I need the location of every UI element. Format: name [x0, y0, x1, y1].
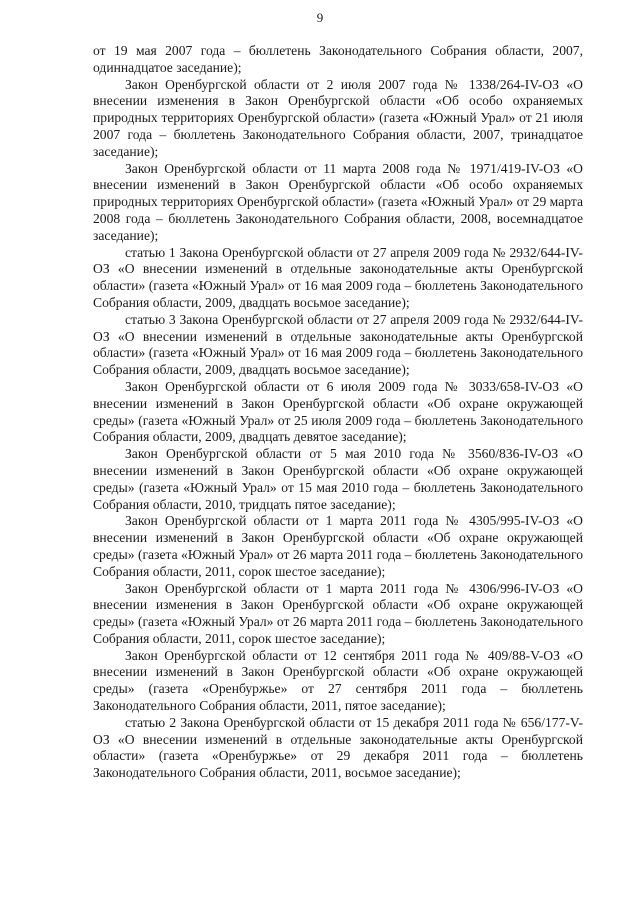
paragraph: статью 1 Закона Оренбургской области от 27 апреля 2009 года № 2932/644-IV-ОЗ «О внесении изменений в отдельные законодательные акты Оренбургской области» (газета «Южный Урал» от 16 мая 2009 года – бюллетень Законодательного Собрания области, 2009, двадцать восьмое заседание); [93, 244, 583, 310]
paragraph: Закон Оренбургской области от 12 сентября 2011 года № 409/88-V-ОЗ «О внесении изменений в Закон Оренбургской области «Об охране окружающей среды» (газета «Оренбуржье» от 27 сентября 2011 года – бюллетень Законодательного Собрания области, 2011, пятое заседание); [93, 647, 583, 714]
paragraph: Закон Оренбургской области от 11 марта 2008 года № 1971/419-IV-ОЗ «О внесении изменений в Закон Оренбургской области «Об особо охраняемых природных территориях Оренбургской области» (газета «Южный Урал» от 29 марта 2008 года – бюллетень Законодательного Собрания области, 2008, восемнадцатое заседание); [93, 160, 583, 243]
page-number: 9 [316, 10, 324, 25]
paragraph: статью 3 Закона Оренбургской области от 27 апреля 2009 года № 2932/644-IV-ОЗ «О внесении изменений в отдельные законодательные акты Оренбургской области» (газета «Южный Урал» от 16 мая 2009 года – бюллетень Законодательного Собрания области, 2009, двадцать восьмое заседание); [93, 311, 583, 378]
paragraph: Закон Оренбургской области от 1 марта 2011 года № 4305/995-IV-ОЗ «О внесении изменений в Закон Оренбургской области «Об охране окружающей среды» (газета «Южный Урал» от 26 марта 2011 года – бюллетень Законодательного Собрания области, 2011, сорок шестое заседание); [93, 513, 583, 579]
paragraph: Закон Оренбургской области от 5 мая 2010 года № 3560/836-IV-ОЗ «О внесении изменений в Закон Оренбургской области «Об охране окружающей среды» (газета «Южный Урал» от 15 мая 2010 года – бюллетень Законодательного Собрания области, 2010, тридцать пятое заседание); [93, 446, 583, 512]
paragraph: от 19 мая 2007 года – бюллетень Законодательного Собрания области, 2007, одиннадцатое заседание); [93, 43, 583, 75]
paragraph: статью 2 Закона Оренбургской области от 15 декабря 2011 года № 656/177-V-ОЗ «О внесении изменений в отдельные законодательные акты Оренбургской области» (газета «Оренбуржье» от 29 декабря 2011 года – бюллетень Законодательного Собрания области, 2011, восьмое заседание); [93, 714, 583, 781]
paragraph: Закон Оренбургской области от 2 июля 2007 года № 1338/264-IV-ОЗ «О внесении изменения в Закон Оренбургской области «Об особо охраняемых природных территориях Оренбургской области» (газета «Южный Урал» от 21 июля 2007 года – бюллетень Законодательного Собрания области, 2007, тринадцатое заседание); [93, 76, 583, 159]
paragraph: Закон Оренбургской области от 6 июля 2009 года № 3033/658-IV-ОЗ «О внесении изменений в Закон Оренбургской области «Об охране окружающей среды» (газета «Южный Урал» от 25 июля 2009 года – бюллетень Законодательного Собрания области, 2009, двадцать девятое заседание); [93, 378, 583, 445]
paragraph: Закон Оренбургской области от 1 марта 2011 года № 4306/996-IV-ОЗ «О внесении изменения в Закон Оренбургской области «Об охране окружающей среды» (газета «Южный Урал» от 26 марта 2011 года – бюллетень Законодательного Собрания области, 2011, сорок шестое заседание); [93, 580, 583, 646]
document-body [93, 43, 583, 782]
